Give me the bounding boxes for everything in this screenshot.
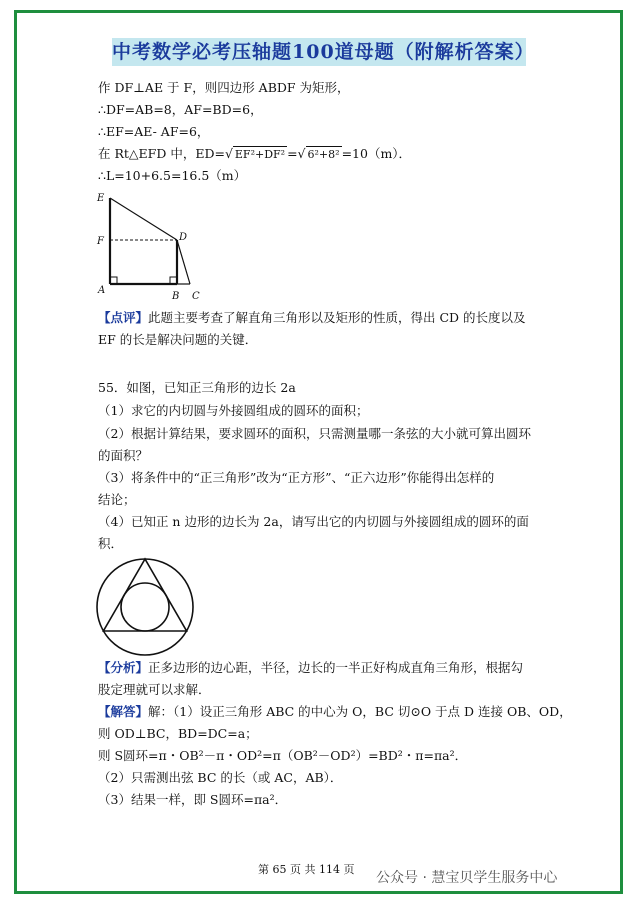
solution-line-2: ∴DF=AB=8，AF=BD=6， bbox=[98, 102, 263, 117]
answer-tag: 【解答】 bbox=[98, 704, 149, 719]
answer-line-4: （2）只需测出弦 BC 的长（或 AC，AB）． bbox=[98, 770, 343, 785]
solution-line-3: ∴EF=AE- AF=6， bbox=[98, 124, 210, 139]
watermark: 公众号 · 慧宝贝学生服务中心 bbox=[376, 870, 558, 886]
label-c: C bbox=[192, 291, 200, 302]
analysis-line-2: 股定理就可以求解． bbox=[98, 682, 211, 697]
sqrt-sign: √ bbox=[224, 146, 233, 161]
radicand-2: 6²+8² bbox=[307, 148, 340, 161]
analysis-tag: 【分析】 bbox=[98, 660, 149, 675]
figure-rect-triangle bbox=[92, 188, 212, 304]
comment-tag: 【点评】 bbox=[98, 310, 149, 325]
analysis-line-1 bbox=[98, 660, 523, 676]
circumcircle bbox=[97, 559, 193, 655]
label-a: A bbox=[98, 285, 106, 296]
segment-dc bbox=[177, 240, 190, 284]
solution-line-1: 作 DF⊥AE 于 F，则四边形 ABDF 为矩形， bbox=[98, 80, 350, 95]
answer-line-5: （3）结果一样，即 S圆环=πa²． bbox=[98, 792, 288, 807]
figure-triangle-circles bbox=[94, 556, 196, 658]
label-e: E bbox=[97, 193, 105, 204]
problem-q3-line-1: （3）将条件中的“正三角形”改为“正方形”、“正六边形”你能得出怎样的 bbox=[98, 470, 495, 485]
page-number: 第 65 页 共 114 页 bbox=[258, 863, 355, 876]
answer-line-2: 则 OD⊥BC，BD=DC=a； bbox=[98, 726, 258, 741]
sqrt-sign-2: √ bbox=[297, 146, 306, 161]
answer-line-3: 则 S圆环=π・OB²－π・OD²=π（OB²－OD²）=BD²・π=πa²． bbox=[98, 748, 468, 763]
analysis-text-1: 正多边形的边心距，半径，边长的一半正好构成直角三角形，根据勾 bbox=[148, 660, 524, 675]
equals-sign: = bbox=[287, 146, 298, 161]
solution-line-5: ∴L=10+6.5=16.5（m） bbox=[98, 168, 247, 183]
problem-q2-line-1: （2）根据计算结果，要求圆环的面积，只需测量哪一条弦的大小就可算出圆环 bbox=[98, 426, 531, 441]
segment-ed bbox=[110, 198, 177, 240]
comment-text-1: 此题主要考查了解直角三角形以及矩形的性质，得出 CD 的长度以及 bbox=[148, 310, 526, 325]
comment-line-2: EF 的长是解决问题的关键． bbox=[98, 332, 258, 347]
solution-line-4-end: =10（m）． bbox=[341, 146, 412, 161]
problem-q1: （1）求它的内切圆与外接圆组成的圆环的面积； bbox=[98, 403, 369, 418]
solution-line-4 bbox=[98, 146, 411, 163]
problem-q3-line-2: 结论； bbox=[98, 492, 136, 507]
problem-stem: 55．如图，已知正三角形的边长 2a bbox=[98, 380, 296, 395]
label-b: B bbox=[172, 291, 180, 302]
problem-q2-line-2: 的面积？ bbox=[98, 448, 149, 463]
comment-line-1 bbox=[98, 310, 526, 326]
label-d: D bbox=[179, 232, 188, 243]
page-title: 中考数学必考压轴题100道母题（附解析答案） bbox=[112, 38, 526, 66]
answer-text-1: 解：（1）设正三角形 ABC 的中心为 O，BC 切⊙O 于点 D 连接 OB、OD， bbox=[148, 704, 572, 719]
answer-line-1 bbox=[98, 704, 572, 720]
problem-q4-line-1: （4）已知正 n 边形的边长为 2a，请写出它的内切圆与外接圆组成的圆环的面 bbox=[98, 514, 529, 529]
problem-q4-line-2: 积． bbox=[98, 536, 124, 551]
radicand-1: EF²+DF² bbox=[234, 148, 286, 161]
incircle bbox=[121, 583, 169, 631]
solution-line-4-start: 在 Rt△EFD 中，ED= bbox=[98, 146, 225, 161]
label-f: F bbox=[97, 236, 104, 247]
